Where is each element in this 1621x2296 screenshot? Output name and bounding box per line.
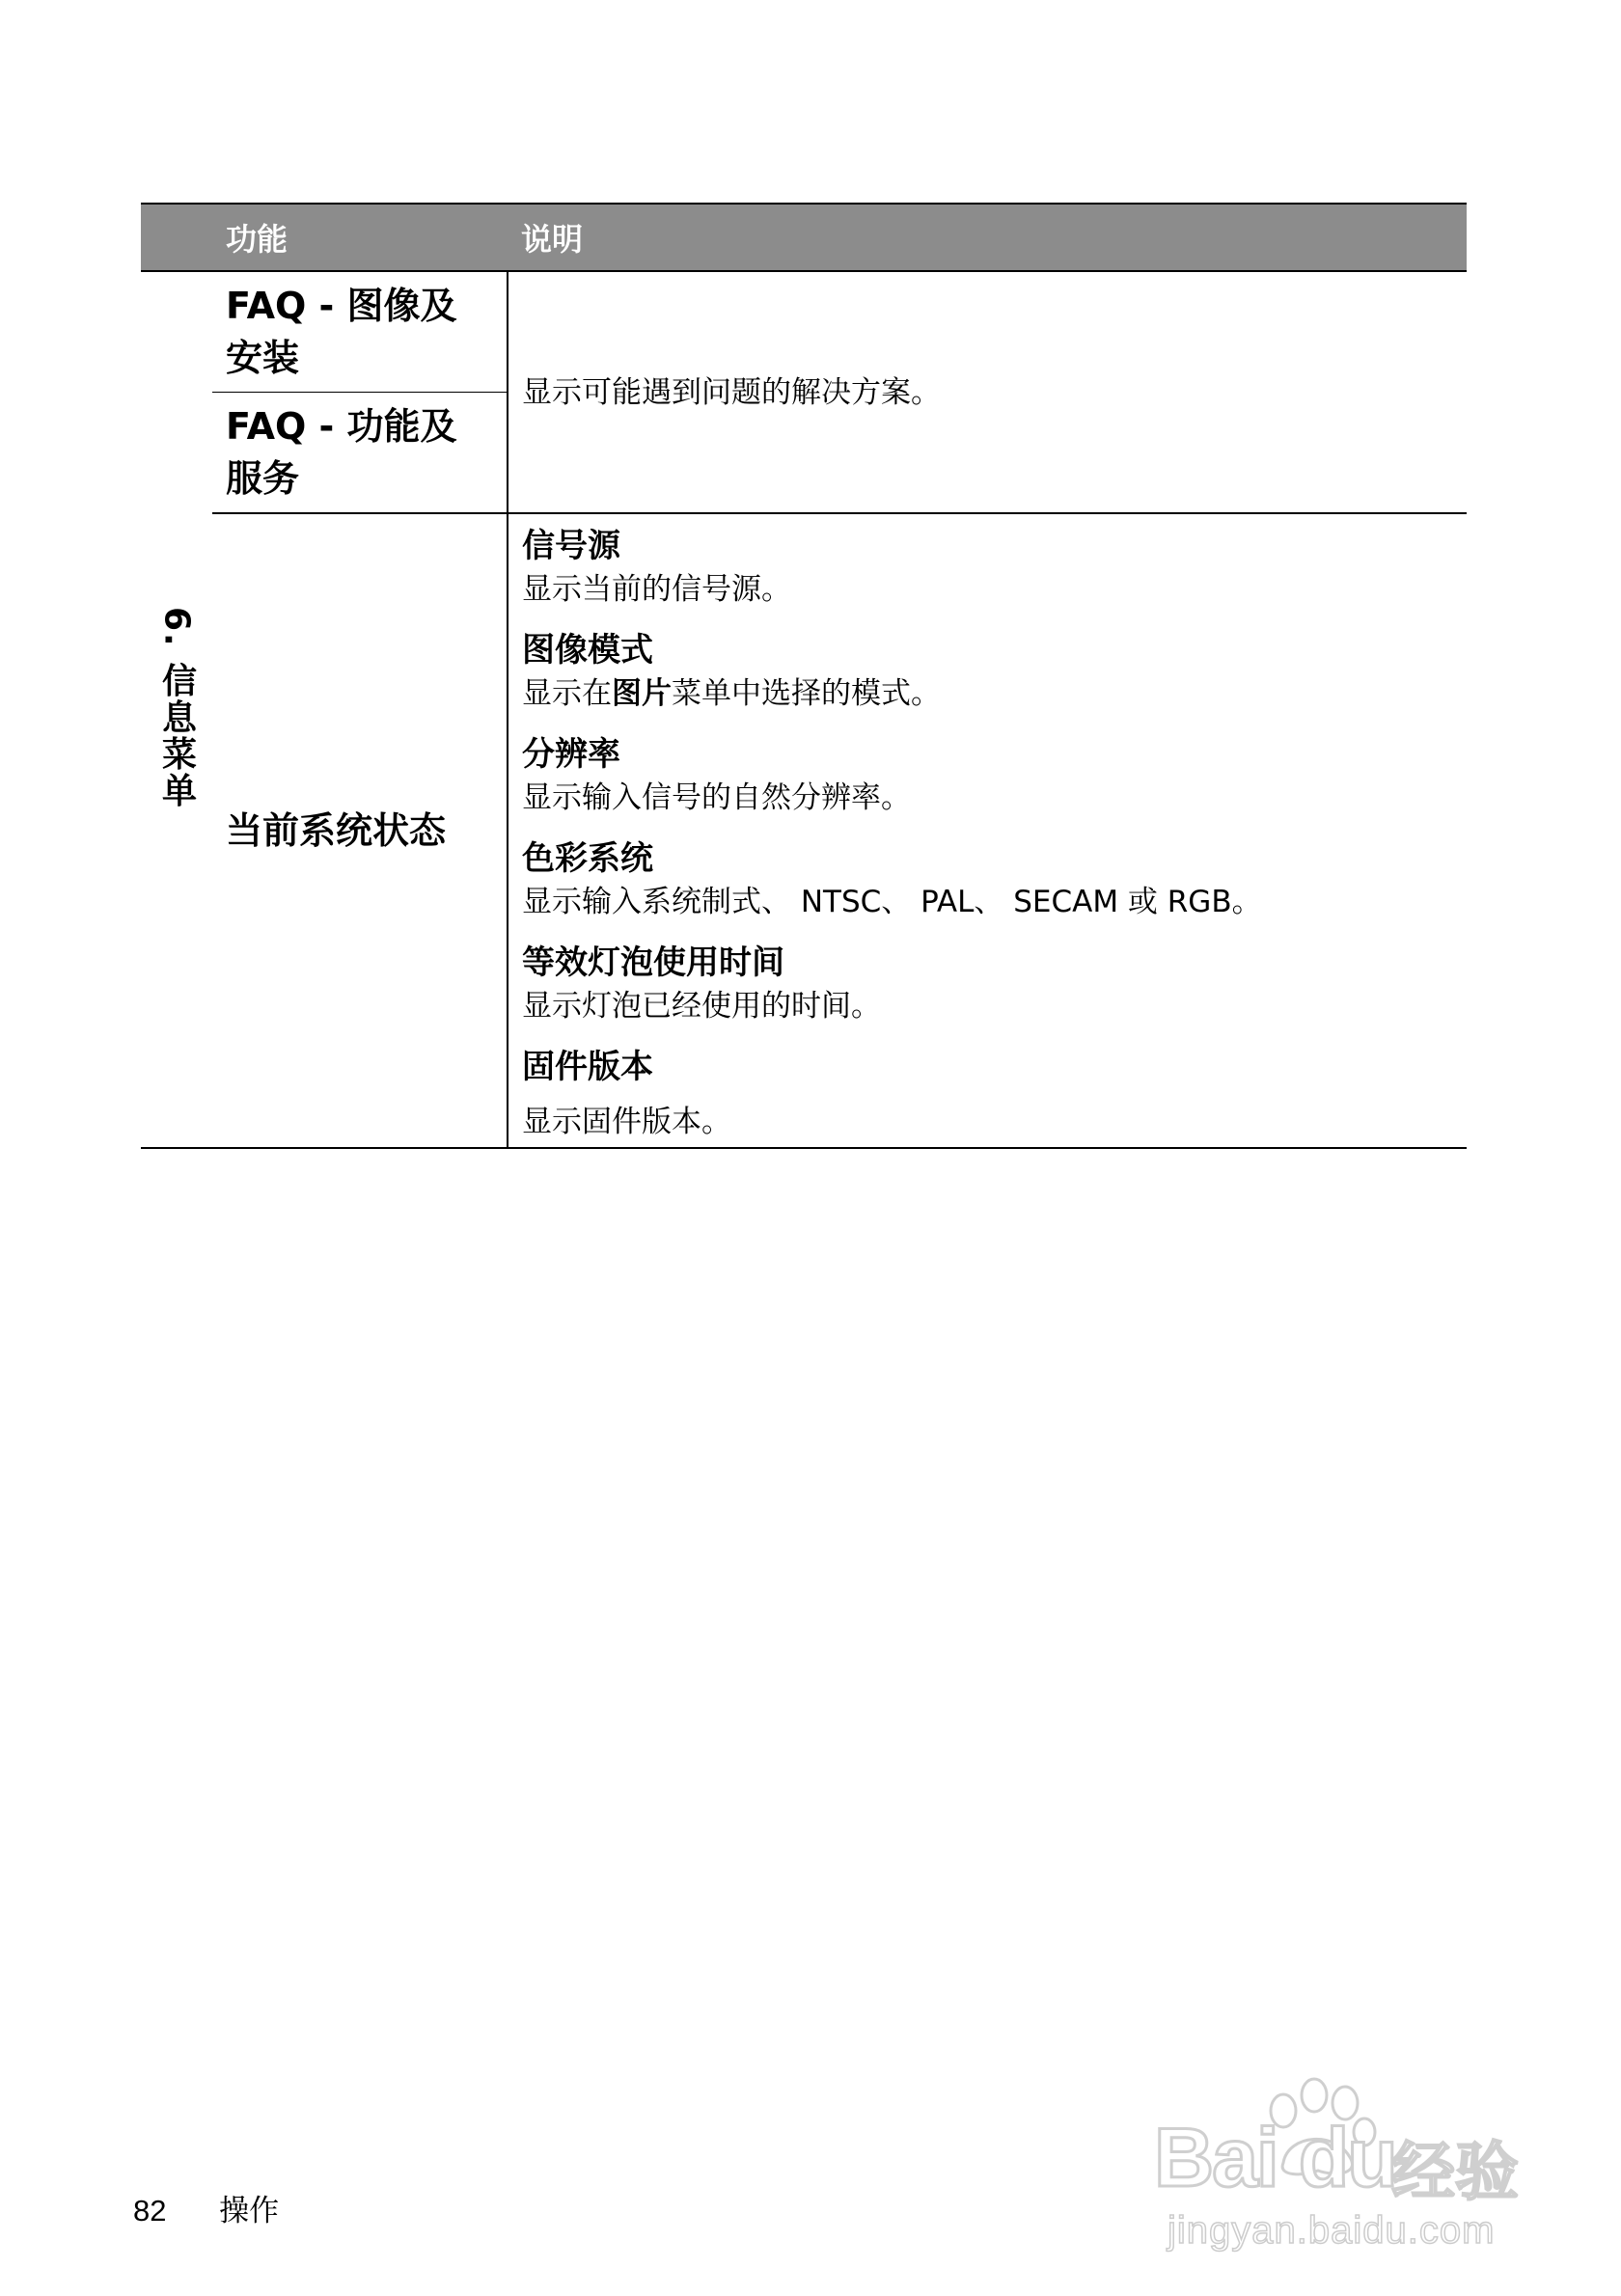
- section-name: 操作: [219, 2194, 280, 2228]
- description-faq: 显示可能遇到问题的解决方案。: [508, 271, 1467, 513]
- status-item-title: 色彩系统: [522, 839, 653, 878]
- desc-bold-menu-name: 图片: [612, 676, 672, 711]
- status-item-desc: 显示固件版本。: [522, 1105, 731, 1139]
- header-description: 说明: [508, 204, 1467, 271]
- page-footer: [133, 2186, 279, 2229]
- description-system-status: [508, 513, 1467, 1148]
- status-item-title: 分辨率: [522, 735, 620, 774]
- watermark-brand: Bai du: [1154, 2112, 1396, 2204]
- info-menu-table: [141, 203, 1467, 1149]
- status-item-title: 信号源: [522, 527, 620, 565]
- status-item-source: [522, 524, 1453, 611]
- function-faq-service: FAQ - 功能及服务: [212, 393, 508, 514]
- function-system-status: 当前系统状态: [212, 513, 508, 1148]
- function-faq-image: FAQ - 图像及安装: [212, 271, 508, 393]
- watermark-url: jingyan.baidu.com: [1168, 2209, 1496, 2252]
- header-menu: [141, 204, 212, 271]
- status-item-desc: 显示输入系统制式、 NTSC、 PAL、 SECAM 或 RGB。: [522, 885, 1262, 919]
- status-item-desc: 显示灯泡已经使用的时间。: [522, 989, 881, 1024]
- status-item-desc: 显示输入信号的自然分辨率。: [522, 780, 911, 815]
- desc-prefix: 显示在: [522, 676, 612, 711]
- menu-category-cell: [141, 271, 212, 1148]
- status-item-lamp-hours: [522, 941, 1453, 1027]
- status-item-firmware: [522, 1045, 1453, 1143]
- status-item-title: 固件版本: [522, 1048, 653, 1086]
- info-menu-table-container: [141, 203, 1467, 1149]
- header-function: 功能: [212, 204, 508, 271]
- status-item-desc: 显示当前的信号源。: [522, 572, 791, 607]
- status-item-title: 等效灯泡使用时间: [522, 943, 784, 982]
- status-item-picture-mode: [522, 628, 1453, 715]
- watermark-sub: 经验: [1391, 2135, 1519, 2209]
- status-item-desc: [522, 672, 1453, 715]
- status-item-resolution: [522, 732, 1453, 819]
- table-header-row: [141, 204, 1467, 271]
- page-number: 82: [133, 2194, 167, 2228]
- menu-category-label: 6. 信息菜单: [156, 606, 197, 809]
- status-item-color-system: [522, 836, 1453, 923]
- table-row-system-status: [141, 513, 1467, 1148]
- desc-suffix: 菜单中选择的模式。: [672, 676, 941, 711]
- table-row-faq-image: [141, 271, 1467, 393]
- status-item-title: 图像模式: [522, 631, 653, 670]
- baidu-jingyan-watermark: [1139, 2074, 1544, 2267]
